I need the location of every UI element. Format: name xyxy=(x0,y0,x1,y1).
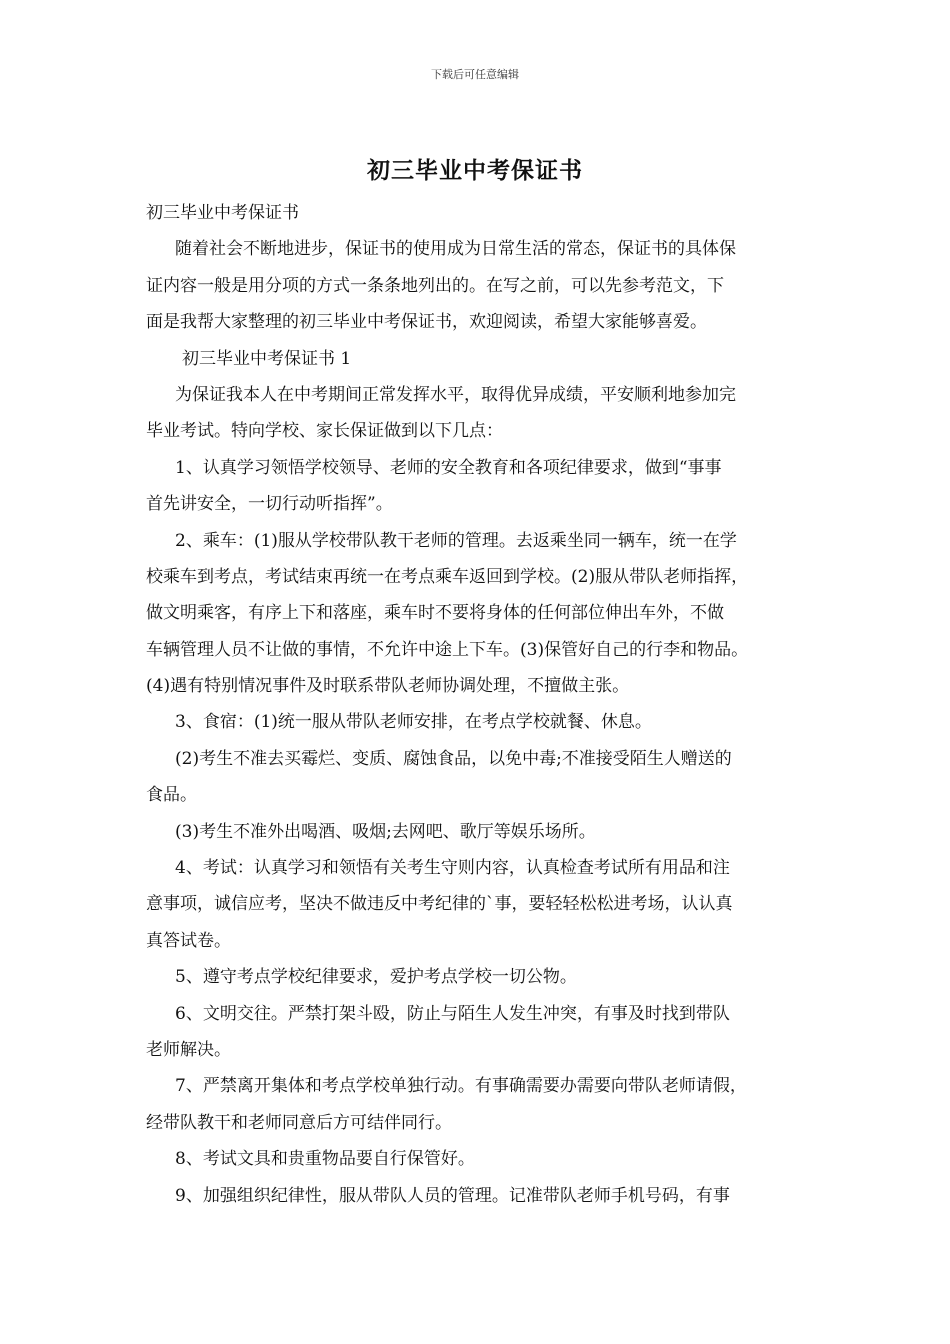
text-line: 面是我帮大家整理的初三毕业中考保证书，欢迎阅读，希望大家能够喜爱。 xyxy=(146,312,707,333)
text-line: 校乘车到考点，考试结束再统一在考点乘车返回到学校。(2)服从带队老师指挥， xyxy=(146,566,749,587)
text-line: 5、遵守考点学校纪律要求，爱护考点学校一切公物。 xyxy=(175,967,577,988)
text-line: 随着社会不断地进步，保证书的使用成为日常生活的常态，保证书的具体保 xyxy=(175,239,736,260)
text-line: (3)考生不准外出喝酒、吸烟;去网吧、歌厅等娱乐场所。 xyxy=(175,821,596,842)
header-note: 下载后可任意编辑 xyxy=(431,68,519,81)
text-line: 2、乘车：(1)服从学校带队教干老师的管理。去返乘坐同一辆车，统一在学 xyxy=(175,530,737,551)
text-line: 毕业考试。特向学校、家长保证做到以下几点： xyxy=(146,421,503,442)
text-line: 初三毕业中考保证书 1 xyxy=(182,348,352,369)
text-line: 证内容一般是用分项的方式一条条地列出的。在写之前，可以先参考范文，下 xyxy=(146,275,724,296)
text-line: 为保证我本人在中考期间正常发挥水平，取得优异成绩，平安顺利地参加完 xyxy=(175,384,736,405)
text-line: 食品。 xyxy=(146,785,197,806)
text-line: 真答试卷。 xyxy=(146,930,231,951)
document-body xyxy=(146,195,826,1214)
text-line: 6、文明交往。严禁打架斗殴，防止与陌生人发生冲突，有事及时找到带队 xyxy=(175,1003,730,1024)
text-line: 1、认真学习领悟学校领导、老师的安全教育和各项纪律要求，做到“事事 xyxy=(175,457,722,478)
text-line: 经带队教干和老师同意后方可结伴同行。 xyxy=(146,1112,452,1133)
text-line: 首先讲安全，一切行动听指挥”。 xyxy=(146,494,393,515)
text-line: 7、严禁离开集体和考点学校单独行动。有事确需要办需要向带队老师请假， xyxy=(175,1076,747,1097)
text-line: (4)遇有特别情况事件及时联系带队老师协调处理，不擅做主张。 xyxy=(146,676,630,697)
text-line: 4、考试：认真学习和领悟有关考生守则内容，认真检查考试所有用品和注 xyxy=(175,858,730,879)
text-line: 车辆管理人员不让做的事情，不允许中途上下车。(3)保管好自己的行李和物品。 xyxy=(146,639,749,660)
text-line: 9、加强组织纪律性，服从带队人员的管理。记准带队老师手机号码，有事 xyxy=(175,1185,730,1206)
text-line: 3、食宿：(1)统一服从带队老师安排，在考点学校就餐、休息。 xyxy=(175,712,652,733)
text-line: (2)考生不准去买霉烂、变质、腐蚀食品，以免中毒;不准接受陌生人赠送的 xyxy=(175,748,732,769)
text-line: 8、考试文具和贵重物品要自行保管好。 xyxy=(175,1149,475,1170)
document-title: 初三毕业中考保证书 xyxy=(367,157,583,184)
text-line: 老师解决。 xyxy=(146,1039,231,1060)
text-line: 初三毕业中考保证书 xyxy=(146,203,299,223)
text-line: 意事项，诚信应考，坚决不做违反中考纪律的`事，要轻轻松松进考场，认认真 xyxy=(146,894,733,915)
text-line: 做文明乘客，有序上下和落座，乘车时不要将身体的任何部位伸出车外，不做 xyxy=(146,603,724,624)
